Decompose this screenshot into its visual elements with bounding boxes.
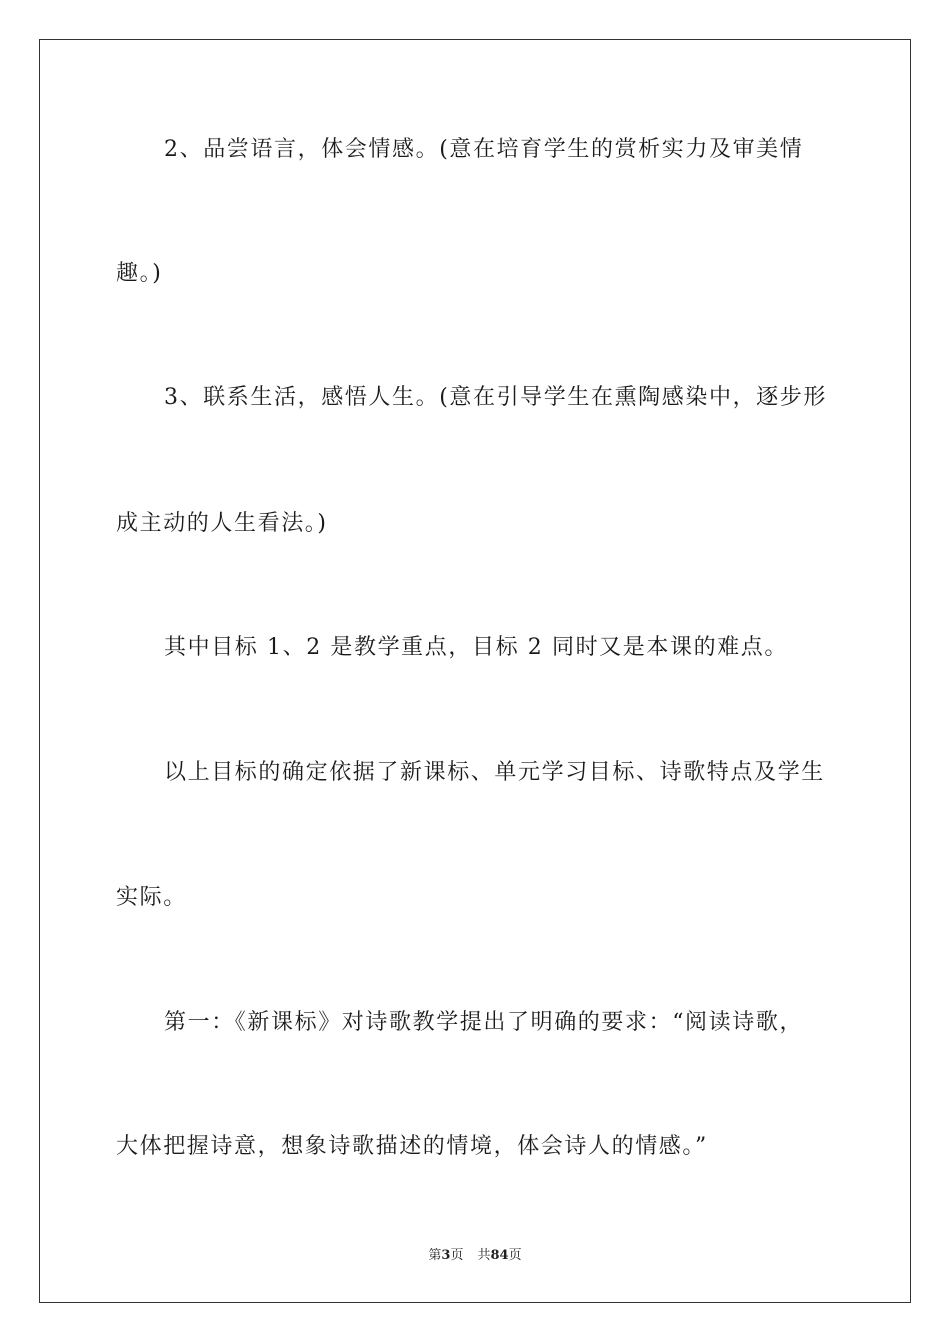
paragraph-line: 大体把握诗意，想象诗歌描述的情境，体会诗人的情感。”: [116, 1134, 708, 1159]
paragraph-line: 趣。): [116, 261, 163, 286]
paragraph-line: 第一：《新课标》对诗歌教学提出了明确的要求：“阅读诗歌，: [164, 1010, 804, 1035]
page-border: [39, 39, 911, 1303]
paragraph-line: 3、联系生活，感悟人生。(意在引导学生在熏陶感染中，逐步形: [164, 385, 827, 410]
total-pages-label: 共84页: [477, 1248, 522, 1263]
paragraph-line: 成主动的人生看法。): [116, 511, 328, 536]
page-footer: [0, 1247, 950, 1265]
paragraph-line: 2、品尝语言，体会情感。(意在培育学生的赏析实力及审美情: [164, 137, 804, 162]
page-number-label: 第3页: [428, 1248, 464, 1263]
paragraph-line: 以上目标的确定依据了新课标、单元学习目标、诗歌特点及学生: [164, 760, 825, 785]
paragraph-line: 实际。: [116, 885, 187, 910]
paragraph-line: 其中目标 1、2 是教学重点，目标 2 同时又是本课的难点。: [164, 635, 788, 660]
